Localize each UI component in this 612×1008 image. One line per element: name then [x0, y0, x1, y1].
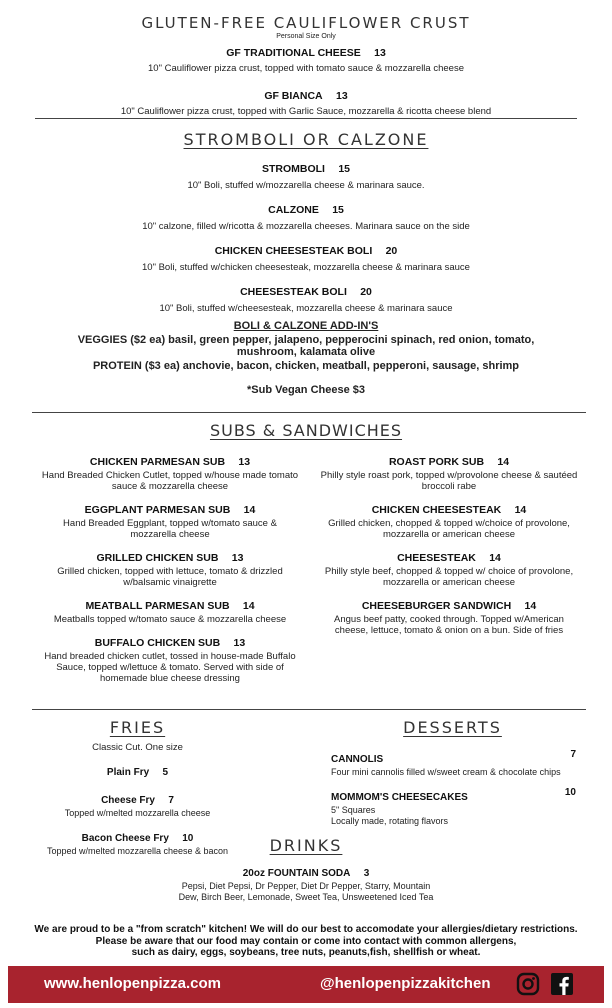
item-desc: Grilled chicken, chopped & topped w/choice of provolone, mozzarella or american cheese	[328, 518, 570, 540]
vegan-cheese-note: *Sub Vegan Cheese $3	[247, 384, 365, 396]
item-name: 20oz FOUNTAIN SODA	[242, 868, 351, 879]
menu-item	[0, 159, 612, 191]
item-price: 13	[231, 552, 244, 564]
item-desc: Topped w/melted mozzarella cheese	[64, 808, 211, 818]
instagram-icon[interactable]	[516, 972, 540, 996]
item-name: EGGPLANT PARMESAN SUB	[84, 504, 231, 516]
item-desc: Dew, Birch Beer, Lemonade, Sweet Tea, Unsweetened Iced Tea	[178, 892, 434, 902]
desserts-title: DESSERTS	[403, 718, 502, 737]
subs-title-wrap	[0, 421, 612, 440]
item-price: 14	[497, 456, 510, 468]
item-price: 3	[363, 868, 370, 879]
item-price: 14	[514, 504, 527, 516]
item-desc: Four mini cannolis filled w/sweet cream & chocolate chips	[331, 767, 561, 777]
item-desc: Pepsi, Diet Pepsi, Dr Pepper, Diet Dr Pepper, Starry, Mountain	[181, 881, 431, 891]
item-name: GRILLED CHICKEN SUB	[96, 552, 219, 564]
menu-item	[0, 200, 612, 232]
item-name: CHICKEN CHEESESTEAK	[371, 504, 502, 516]
divider	[35, 118, 577, 119]
item-desc: Angus beef patty, cooked through. Topped w/American cheese, lettuce, tomato & onion on a bun. Side of fries	[334, 614, 564, 636]
item-name: CALZONE	[268, 204, 319, 216]
website-link[interactable]: www.henlopenpizza.com	[44, 975, 221, 992]
item-desc: Locally made, rotating flavors	[331, 816, 449, 826]
menu-item	[40, 500, 300, 540]
item-name: ROAST PORK SUB	[388, 456, 485, 468]
item-desc: Meatballs topped w/tomato sauce & mozzarella cheese	[53, 614, 287, 625]
drinks-section	[0, 836, 612, 903]
menu-item	[40, 452, 300, 492]
allergy-notice	[20, 924, 592, 959]
addins-protein: PROTEIN ($3 ea) anchovie, bacon, chicken, meatball, pepperoni, sausage, shrimp	[92, 360, 520, 372]
item-desc: 10" Boli, stuffed w/cheesesteak, mozzarella cheese & marinara sauce	[159, 303, 453, 314]
desserts-list	[331, 749, 576, 827]
item-price: 20	[385, 245, 398, 257]
drinks-title: DRINKS	[269, 836, 343, 855]
item-price: 10	[182, 833, 194, 844]
notice-line: such as dairy, eggs, soybeans, tree nuts, peanuts,fish, shellfish or wheat.	[131, 947, 481, 958]
item-desc: 10" Boli, stuffed w/chicken cheesesteak, mozzarella cheese & marinara sauce	[142, 262, 470, 273]
gluten-free-section	[0, 14, 612, 117]
item-desc: Grilled chicken, topped with lettuce, tomato & drizzled w/balsamic vinaigrette	[57, 566, 283, 588]
item-price: 13	[238, 456, 251, 468]
item-name: CHEESESTEAK BOLI	[240, 286, 347, 298]
item-name: Cheese Fry	[101, 795, 155, 806]
menu-item	[318, 452, 580, 492]
item-desc: Philly style roast pork, topped w/provolone cheese & sautéed broccoli rabe	[320, 470, 578, 492]
menu-item	[0, 43, 612, 74]
item-name: Bacon Cheese Fry	[81, 833, 169, 844]
menu-item	[331, 787, 576, 827]
item-desc: Hand Breaded Eggplant, topped w/tomato sauce & mozzarella cheese	[63, 518, 277, 540]
item-price: 13	[233, 637, 246, 649]
footer-bar	[8, 966, 604, 1003]
item-name: MEATBALL PARMESAN SUB	[85, 600, 230, 612]
stromboli-section	[0, 130, 612, 314]
notice-line: We are proud to be a "from scratch" kitchen! We will do our best to accomodate your allergies/dietary restrictions.	[34, 924, 578, 935]
item-price: 14	[243, 504, 256, 516]
divider	[32, 709, 586, 710]
fries-title: FRIES	[109, 718, 166, 737]
item-price: 14	[242, 600, 255, 612]
item-name: BUFFALO CHICKEN SUB	[94, 637, 221, 649]
item-desc: 10" calzone, filled w/ricotta & mozzarella cheeses. Marinara sauce on the side	[142, 221, 470, 232]
menu-item	[0, 282, 612, 314]
item-price: 14	[489, 552, 501, 564]
subs-right-column	[318, 452, 580, 644]
addins-veggies: VEGGIES ($2 ea) basil, green pepper, jalapeno, pepperocini spinach, red onion, tomato, mushroom, kalamata olive	[77, 334, 535, 358]
item-name: CHEESEBURGER SANDWICH	[361, 600, 512, 612]
item-name: CHICKEN CHEESESTEAK BOLI	[214, 245, 373, 257]
social-handle[interactable]: @henlopenpizzakitchen	[320, 975, 491, 992]
divider	[32, 412, 586, 413]
desserts-title-wrap	[330, 718, 575, 737]
item-price: 20	[360, 286, 372, 298]
item-name: CHICKEN PARMESAN SUB	[89, 456, 226, 468]
menu-item	[0, 241, 612, 273]
item-price: 15	[332, 204, 344, 216]
item-price: 13	[374, 47, 386, 59]
item-desc: Hand breaded chicken cutlet, tossed in house-made Buffalo Sauce, topped w/lettuce & tomato. Served with side of homemade blue cheese dressing	[44, 651, 296, 684]
item-name: GF BIANCA	[264, 90, 323, 102]
menu-item	[30, 762, 245, 780]
stromboli-title: STROMBOLI OR CALZONE	[183, 130, 429, 149]
gluten-free-title: GLUTEN-FREE CAULIFLOWER CRUST	[141, 14, 471, 32]
notice-line: Please be aware that our food may contain or come into contact with common allergens,	[95, 935, 517, 947]
menu-item	[30, 790, 245, 819]
item-name: MOMMOM'S CHEESECAKES	[331, 792, 468, 803]
item-desc: 10" Boli, stuffed w/mozzarella cheese & marinara sauce.	[187, 180, 425, 191]
facebook-icon[interactable]	[550, 972, 574, 996]
menu-item	[40, 633, 300, 684]
menu-item	[0, 863, 612, 903]
item-desc: 10" Cauliflower pizza crust, topped with tomato sauce & mozzarella cheese	[148, 63, 464, 74]
subs-title: SUBS & SANDWICHES	[209, 421, 403, 440]
item-desc: 10" Cauliflower pizza crust, topped with Garlic Sauce, mozzarella & ricotta cheese blend	[120, 106, 492, 117]
item-price: 7	[168, 795, 174, 806]
item-desc: Philly style beef, chopped & topped w/ choice of provolone, mozzarella or american cheese	[324, 566, 574, 588]
item-price: 7	[570, 749, 576, 760]
item-name: Plain Fry	[106, 767, 150, 778]
item-name: GF TRADITIONAL CHEESE	[226, 47, 361, 59]
item-name: CHEESESTEAK	[397, 552, 476, 564]
gluten-free-subtitle: Personal Size Only	[276, 33, 336, 40]
fries-subtitle: Classic Cut. One size	[92, 742, 183, 753]
addins-title: BOLI & CALZONE ADD-IN'S	[233, 320, 379, 332]
item-price: 14	[524, 600, 537, 612]
item-price: 13	[336, 90, 348, 102]
menu-item	[331, 749, 576, 778]
menu-item	[40, 548, 300, 588]
item-name: CANNOLIS	[331, 754, 384, 765]
item-name: STROMBOLI	[261, 163, 325, 175]
item-price: 15	[338, 163, 351, 175]
menu-item	[318, 596, 580, 636]
addins-block	[70, 320, 542, 396]
menu-item	[318, 500, 580, 540]
subs-left-column	[40, 452, 300, 692]
menu-item	[40, 596, 300, 625]
item-desc: 5" Squares	[331, 805, 376, 815]
item-price: 5	[162, 767, 169, 778]
item-price: 10	[564, 787, 576, 798]
item-desc: Hand Breaded Chicken Cutlet, topped w/house made tomato sauce & mozzarella cheese	[41, 470, 299, 492]
item-desc: Topped w/melted mozzarella cheese & bacon	[46, 846, 229, 856]
menu-item	[0, 86, 612, 117]
menu-item	[318, 548, 580, 588]
